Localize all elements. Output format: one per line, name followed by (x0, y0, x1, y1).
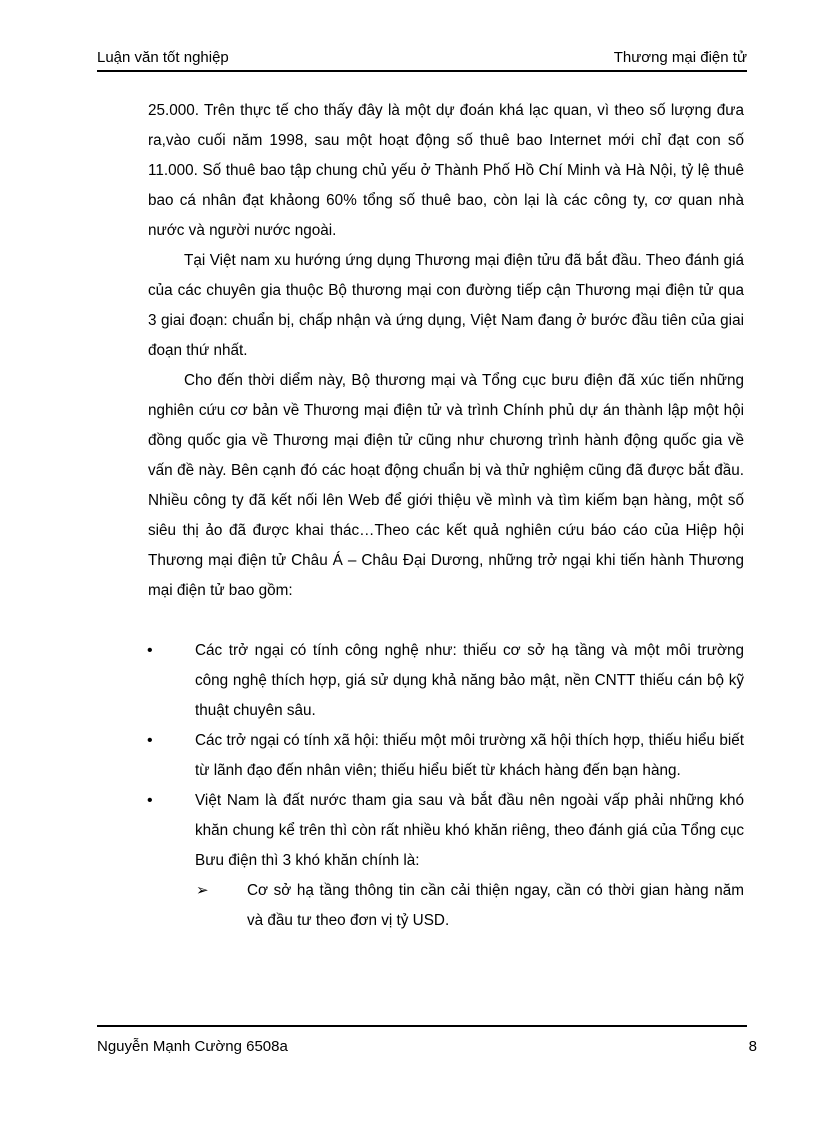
paragraph-1: 25.000. Trên thực tế cho thấy đây là một dự đoán khá lạc quan, vì theo số lượng đưa ra,vào cuối năm 1998, sau một hoạt động số thuê bao Internet mới chỉ đạt con số 11.000. Số thuê bao tập chung chủ yếu ở Thành Phố Hồ Chí Minh và Hà Nội, tỷ lệ thuê bao cá nhân đạt khảong 60% tổng số thuê bao, còn lại là các công ty, cơ quan nhà nước và người nước ngoài. (148, 102, 744, 239)
bullet-item (97, 786, 744, 876)
bullet-text: Các trở ngại có tính công nghệ như: thiếu cơ sở hạ tầng và một môi trường công nghệ thích hợp, giá sử dụng khả năng bảo mật, nền CNTT thiếu cán bộ kỹ thuật chuyên sâu. (195, 642, 744, 719)
paragraph-3: Cho đến thời diểm này, Bộ thương mại và Tổng cục bưu điện đã xúc tiến những nghiên cứu cơ bản về Thương mại điện tử và trình Chính phủ dự án thành lập một hội đồng quốc gia về Thương mại điện tử cũng như chương trình hành động quốc gia về vấn đề này. Bên cạnh đó các hoạt động chuẩn bị và thử nghiệm cũng đã được bắt đầu. Nhiều công ty đã kết nối lên Web để giới thiệu về mình và tìm kiếm bạn hàng, một số siêu thị ảo đã được khai thác…Theo các kết quả nghiên cứu báo cáo của Hiệp hội Thương mại điện tử Châu Á – Châu Đại Dương, những trở ngại khi tiến hành Thương mại điện tử bao gồm: (148, 372, 744, 599)
header-rule (97, 70, 747, 72)
bullet-marker: • (147, 792, 153, 809)
bullet-item (97, 636, 744, 726)
header-title-right: Thương mại điện tử (613, 49, 747, 66)
bullet-marker: • (147, 642, 153, 659)
header-title-left: Luận văn tốt nghiệp (97, 49, 229, 66)
footer-author: Nguyễn Mạnh Cường 6508a (97, 1038, 288, 1055)
bullet-text: Các trở ngại có tính xã hội: thiếu một môi trường xã hội thích hợp, thiếu hiểu biết từ lãnh đạo đến nhân viên; thiếu hiểu biết từ khách hàng đến bạn hàng. (195, 732, 744, 779)
bullet-marker: • (147, 732, 153, 749)
footer-rule (97, 1025, 747, 1027)
bullet-item (97, 726, 744, 786)
page-header (97, 47, 747, 69)
bullet-list (97, 636, 744, 936)
bullet-text: Việt Nam là đất nước tham gia sau và bắt đầu nên ngoài vấp phải những khó khăn chung kể trên thì còn rất nhiều khó khăn riêng, theo đánh giá của Tổng cục Bưu điện thì 3 khó khăn chính là: (195, 792, 744, 869)
paragraph-2: Tại Việt nam xu hướng ứng dụng Thương mại điện tửu đã bắt đầu. Theo đánh giá của các chuyên gia thuộc Bộ thương mại con đường tiếp cận Thương mại điện tử qua 3 giai đoạn: chuẩn bị, chấp nhận và ứng dụng, Việt Nam đang ở bước đầu tiên của giai đoạn thứ nhất. (148, 252, 744, 359)
arrow-bullet-icon: ➢ (196, 882, 209, 899)
page-number: 8 (748, 1038, 757, 1055)
sub-bullet-text: Cơ sở hạ tầng thông tin cần cải thiện ngay, cần có thời gian hàng năm và đầu tư theo đơn vị tỷ USD. (247, 882, 744, 929)
sub-bullet-item (97, 876, 744, 936)
document-body (148, 96, 744, 606)
